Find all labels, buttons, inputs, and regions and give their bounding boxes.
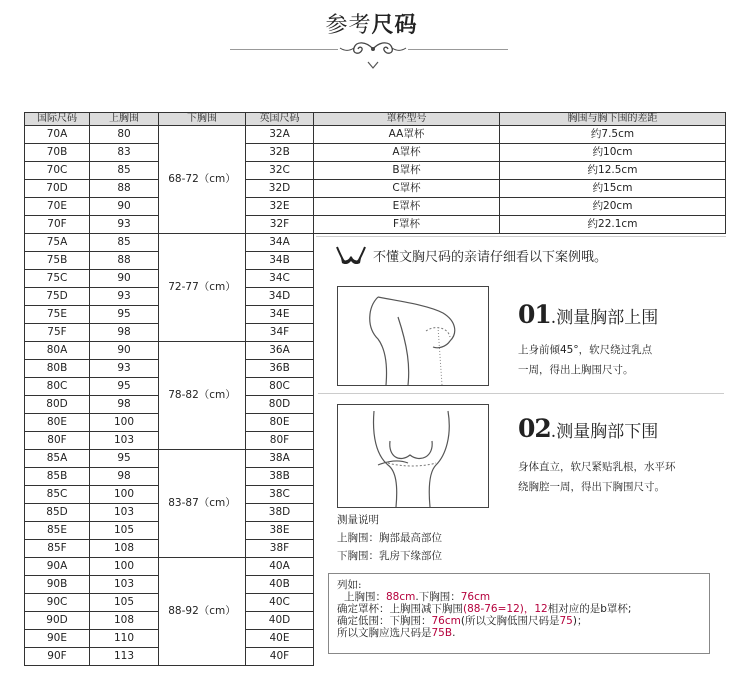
step2-title: 02.测量胸部下围 bbox=[518, 414, 659, 443]
cell-intl-size: 75D bbox=[25, 288, 90, 306]
cell-uk-size: 40B bbox=[246, 576, 314, 594]
cell-cup-type: E罩杯 bbox=[314, 198, 500, 216]
cell-intl-size: 80D bbox=[25, 396, 90, 414]
cell-uk-size: 32D bbox=[246, 180, 314, 198]
chevron-down-icon bbox=[366, 60, 380, 70]
cell-intl-size: 75C bbox=[25, 270, 90, 288]
cell-upper-bust: 83 bbox=[90, 144, 159, 162]
cell-under-bust: 83-87（cm） bbox=[159, 450, 246, 558]
cell-cup-type: F罩杯 bbox=[314, 216, 500, 234]
cell-intl-size: 85C bbox=[25, 486, 90, 504]
table-row bbox=[25, 198, 726, 216]
measure-upper-illustration bbox=[337, 286, 489, 386]
cell-uk-size: 80E bbox=[246, 414, 314, 432]
example-line-2: 确定罩杯：上胸围减下胸围(88-76=12)，12相对应的是b罩杯; bbox=[337, 603, 632, 615]
cell-upper-bust: 103 bbox=[90, 576, 159, 594]
cell-upper-bust: 80 bbox=[90, 126, 159, 144]
cell-uk-size: 32E bbox=[246, 198, 314, 216]
cell-uk-size: 40C bbox=[246, 594, 314, 612]
cell-upper-bust: 105 bbox=[90, 594, 159, 612]
cell-uk-size: 38D bbox=[246, 504, 314, 522]
cell-intl-size: 85E bbox=[25, 522, 90, 540]
cell-uk-size: 34A bbox=[246, 234, 314, 252]
cell-upper-bust: 85 bbox=[90, 162, 159, 180]
cell-uk-size: 80C bbox=[246, 378, 314, 396]
cell-upper-bust: 93 bbox=[90, 360, 159, 378]
ornament-icon bbox=[338, 38, 408, 60]
example-line-3: 确定低围：下胸围：76cm(所以文胸低围尺码是75)； bbox=[337, 615, 588, 627]
example-box bbox=[328, 573, 710, 654]
cell-uk-size: 32B bbox=[246, 144, 314, 162]
cell-uk-size: 40D bbox=[246, 612, 314, 630]
guide-heading-text: 不懂文胸尺码的亲请仔细看以下案例哦。 bbox=[373, 249, 608, 265]
cell-upper-bust: 90 bbox=[90, 270, 159, 288]
cell-difference: 约7.5cm bbox=[500, 126, 726, 144]
cell-intl-size: 70C bbox=[25, 162, 90, 180]
cell-upper-bust: 85 bbox=[90, 234, 159, 252]
cell-uk-size: 32A bbox=[246, 126, 314, 144]
cell-uk-size: 36B bbox=[246, 360, 314, 378]
cell-uk-size: 34B bbox=[246, 252, 314, 270]
cell-intl-size: 90F bbox=[25, 648, 90, 666]
cell-intl-size: 80C bbox=[25, 378, 90, 396]
cell-difference: 约22.1cm bbox=[500, 216, 726, 234]
cell-upper-bust: 95 bbox=[90, 450, 159, 468]
cell-uk-size: 38B bbox=[246, 468, 314, 486]
cell-difference: 约12.5cm bbox=[500, 162, 726, 180]
cell-intl-size: 70A bbox=[25, 126, 90, 144]
cell-intl-size: 80B bbox=[25, 360, 90, 378]
cell-upper-bust: 103 bbox=[90, 432, 159, 450]
cell-uk-size: 38F bbox=[246, 540, 314, 558]
cell-uk-size: 32F bbox=[246, 216, 314, 234]
cell-upper-bust: 93 bbox=[90, 216, 159, 234]
cell-upper-bust: 88 bbox=[90, 252, 159, 270]
header-difference: 胸围与胸下围的差距 bbox=[500, 113, 726, 126]
cell-intl-size: 90D bbox=[25, 612, 90, 630]
cell-intl-size: 80A bbox=[25, 342, 90, 360]
cell-under-bust: 88-92（cm） bbox=[159, 558, 246, 666]
table-row bbox=[25, 180, 726, 198]
notes-title: 测量说明 bbox=[337, 514, 379, 526]
cell-upper-bust: 100 bbox=[90, 486, 159, 504]
cell-uk-size: 32C bbox=[246, 162, 314, 180]
cell-intl-size: 75E bbox=[25, 306, 90, 324]
cell-uk-size: 34C bbox=[246, 270, 314, 288]
table-row bbox=[25, 162, 726, 180]
cell-under-bust: 72-77（cm） bbox=[159, 234, 246, 342]
cell-upper-bust: 95 bbox=[90, 378, 159, 396]
table-row bbox=[25, 126, 726, 144]
table-row bbox=[25, 216, 726, 234]
cell-under-bust: 78-82（cm） bbox=[159, 342, 246, 450]
cell-uk-size: 38C bbox=[246, 486, 314, 504]
header-under-bust: 下胸围 bbox=[159, 113, 246, 126]
cell-uk-size: 40E bbox=[246, 630, 314, 648]
cell-upper-bust: 88 bbox=[90, 180, 159, 198]
cell-intl-size: 70B bbox=[25, 144, 90, 162]
measure-under-illustration bbox=[337, 404, 489, 508]
cell-uk-size: 34F bbox=[246, 324, 314, 342]
cell-uk-size: 80F bbox=[246, 432, 314, 450]
cell-intl-size: 80E bbox=[25, 414, 90, 432]
header-cup-type: 罩杯型号 bbox=[314, 113, 500, 126]
cell-upper-bust: 105 bbox=[90, 522, 159, 540]
cell-intl-size: 80F bbox=[25, 432, 90, 450]
cell-intl-size: 70E bbox=[25, 198, 90, 216]
cell-uk-size: 80D bbox=[246, 396, 314, 414]
cell-intl-size: 70D bbox=[25, 180, 90, 198]
cell-uk-size: 40A bbox=[246, 558, 314, 576]
cell-uk-size: 38E bbox=[246, 522, 314, 540]
cell-cup-type: AA罩杯 bbox=[314, 126, 500, 144]
step2-description: 身体直立，软尺紧贴乳根，水平环 绕胸腔一周，得出下胸围尺寸。 bbox=[518, 461, 676, 493]
header-upper-bust: 上胸围 bbox=[90, 113, 159, 126]
cell-upper-bust: 98 bbox=[90, 468, 159, 486]
step1-title: 01.测量胸部上围 bbox=[518, 300, 659, 329]
cell-intl-size: 85D bbox=[25, 504, 90, 522]
cell-upper-bust: 103 bbox=[90, 504, 159, 522]
cell-upper-bust: 113 bbox=[90, 648, 159, 666]
notes-upper: 上胸围：胸部最高部位 bbox=[337, 532, 442, 544]
example-label: 列如: bbox=[337, 579, 362, 591]
example-line-1: 上胸围：88cm.下胸围：76cm bbox=[344, 591, 491, 603]
cell-intl-size: 75A bbox=[25, 234, 90, 252]
cell-upper-bust: 95 bbox=[90, 306, 159, 324]
cell-upper-bust: 90 bbox=[90, 198, 159, 216]
bra-icon bbox=[335, 244, 367, 266]
title-rule-left bbox=[230, 49, 338, 50]
cell-intl-size: 85A bbox=[25, 450, 90, 468]
guide-heading bbox=[335, 244, 607, 266]
cell-intl-size: 90E bbox=[25, 630, 90, 648]
cell-upper-bust: 108 bbox=[90, 540, 159, 558]
table-header-row bbox=[25, 113, 726, 126]
guide-top-rule bbox=[316, 236, 726, 237]
cell-intl-size: 90B bbox=[25, 576, 90, 594]
cell-cup-type: A罩杯 bbox=[314, 144, 500, 162]
cell-intl-size: 75F bbox=[25, 324, 90, 342]
step1-description: 上身前倾45°，软尺绕过乳点 一周，得出上胸围尺寸。 bbox=[518, 344, 653, 376]
title-rule-right bbox=[408, 49, 508, 50]
cell-upper-bust: 100 bbox=[90, 414, 159, 432]
cell-upper-bust: 98 bbox=[90, 396, 159, 414]
cell-intl-size: 70F bbox=[25, 216, 90, 234]
cell-uk-size: 40F bbox=[246, 648, 314, 666]
cell-intl-size: 75B bbox=[25, 252, 90, 270]
measure-notes bbox=[337, 511, 442, 565]
guide-divider bbox=[318, 393, 724, 394]
cell-upper-bust: 100 bbox=[90, 558, 159, 576]
header-uk-size: 英国尺码 bbox=[246, 113, 314, 126]
cell-intl-size: 90C bbox=[25, 594, 90, 612]
header-intl-size: 国际尺码 bbox=[25, 113, 90, 126]
cell-upper-bust: 93 bbox=[90, 288, 159, 306]
cell-difference: 约20cm bbox=[500, 198, 726, 216]
cell-cup-type: C罩杯 bbox=[314, 180, 500, 198]
cell-uk-size: 36A bbox=[246, 342, 314, 360]
table-row bbox=[25, 144, 726, 162]
cell-intl-size: 85F bbox=[25, 540, 90, 558]
notes-under: 下胸围：乳房下缘部位 bbox=[337, 550, 442, 562]
example-line-4: 所以文胸应选尺码是75B. bbox=[337, 627, 456, 639]
cell-cup-type: B罩杯 bbox=[314, 162, 500, 180]
cell-difference: 约15cm bbox=[500, 180, 726, 198]
cell-difference: 约10cm bbox=[500, 144, 726, 162]
cell-upper-bust: 108 bbox=[90, 612, 159, 630]
cell-upper-bust: 98 bbox=[90, 324, 159, 342]
cell-upper-bust: 110 bbox=[90, 630, 159, 648]
cell-intl-size: 90A bbox=[25, 558, 90, 576]
cell-uk-size: 38A bbox=[246, 450, 314, 468]
cell-uk-size: 34E bbox=[246, 306, 314, 324]
cell-under-bust: 68-72（cm） bbox=[159, 126, 246, 234]
cell-intl-size: 85B bbox=[25, 468, 90, 486]
cell-uk-size: 34D bbox=[246, 288, 314, 306]
page-title: 参考尺码 bbox=[325, 13, 418, 38]
cell-upper-bust: 90 bbox=[90, 342, 159, 360]
